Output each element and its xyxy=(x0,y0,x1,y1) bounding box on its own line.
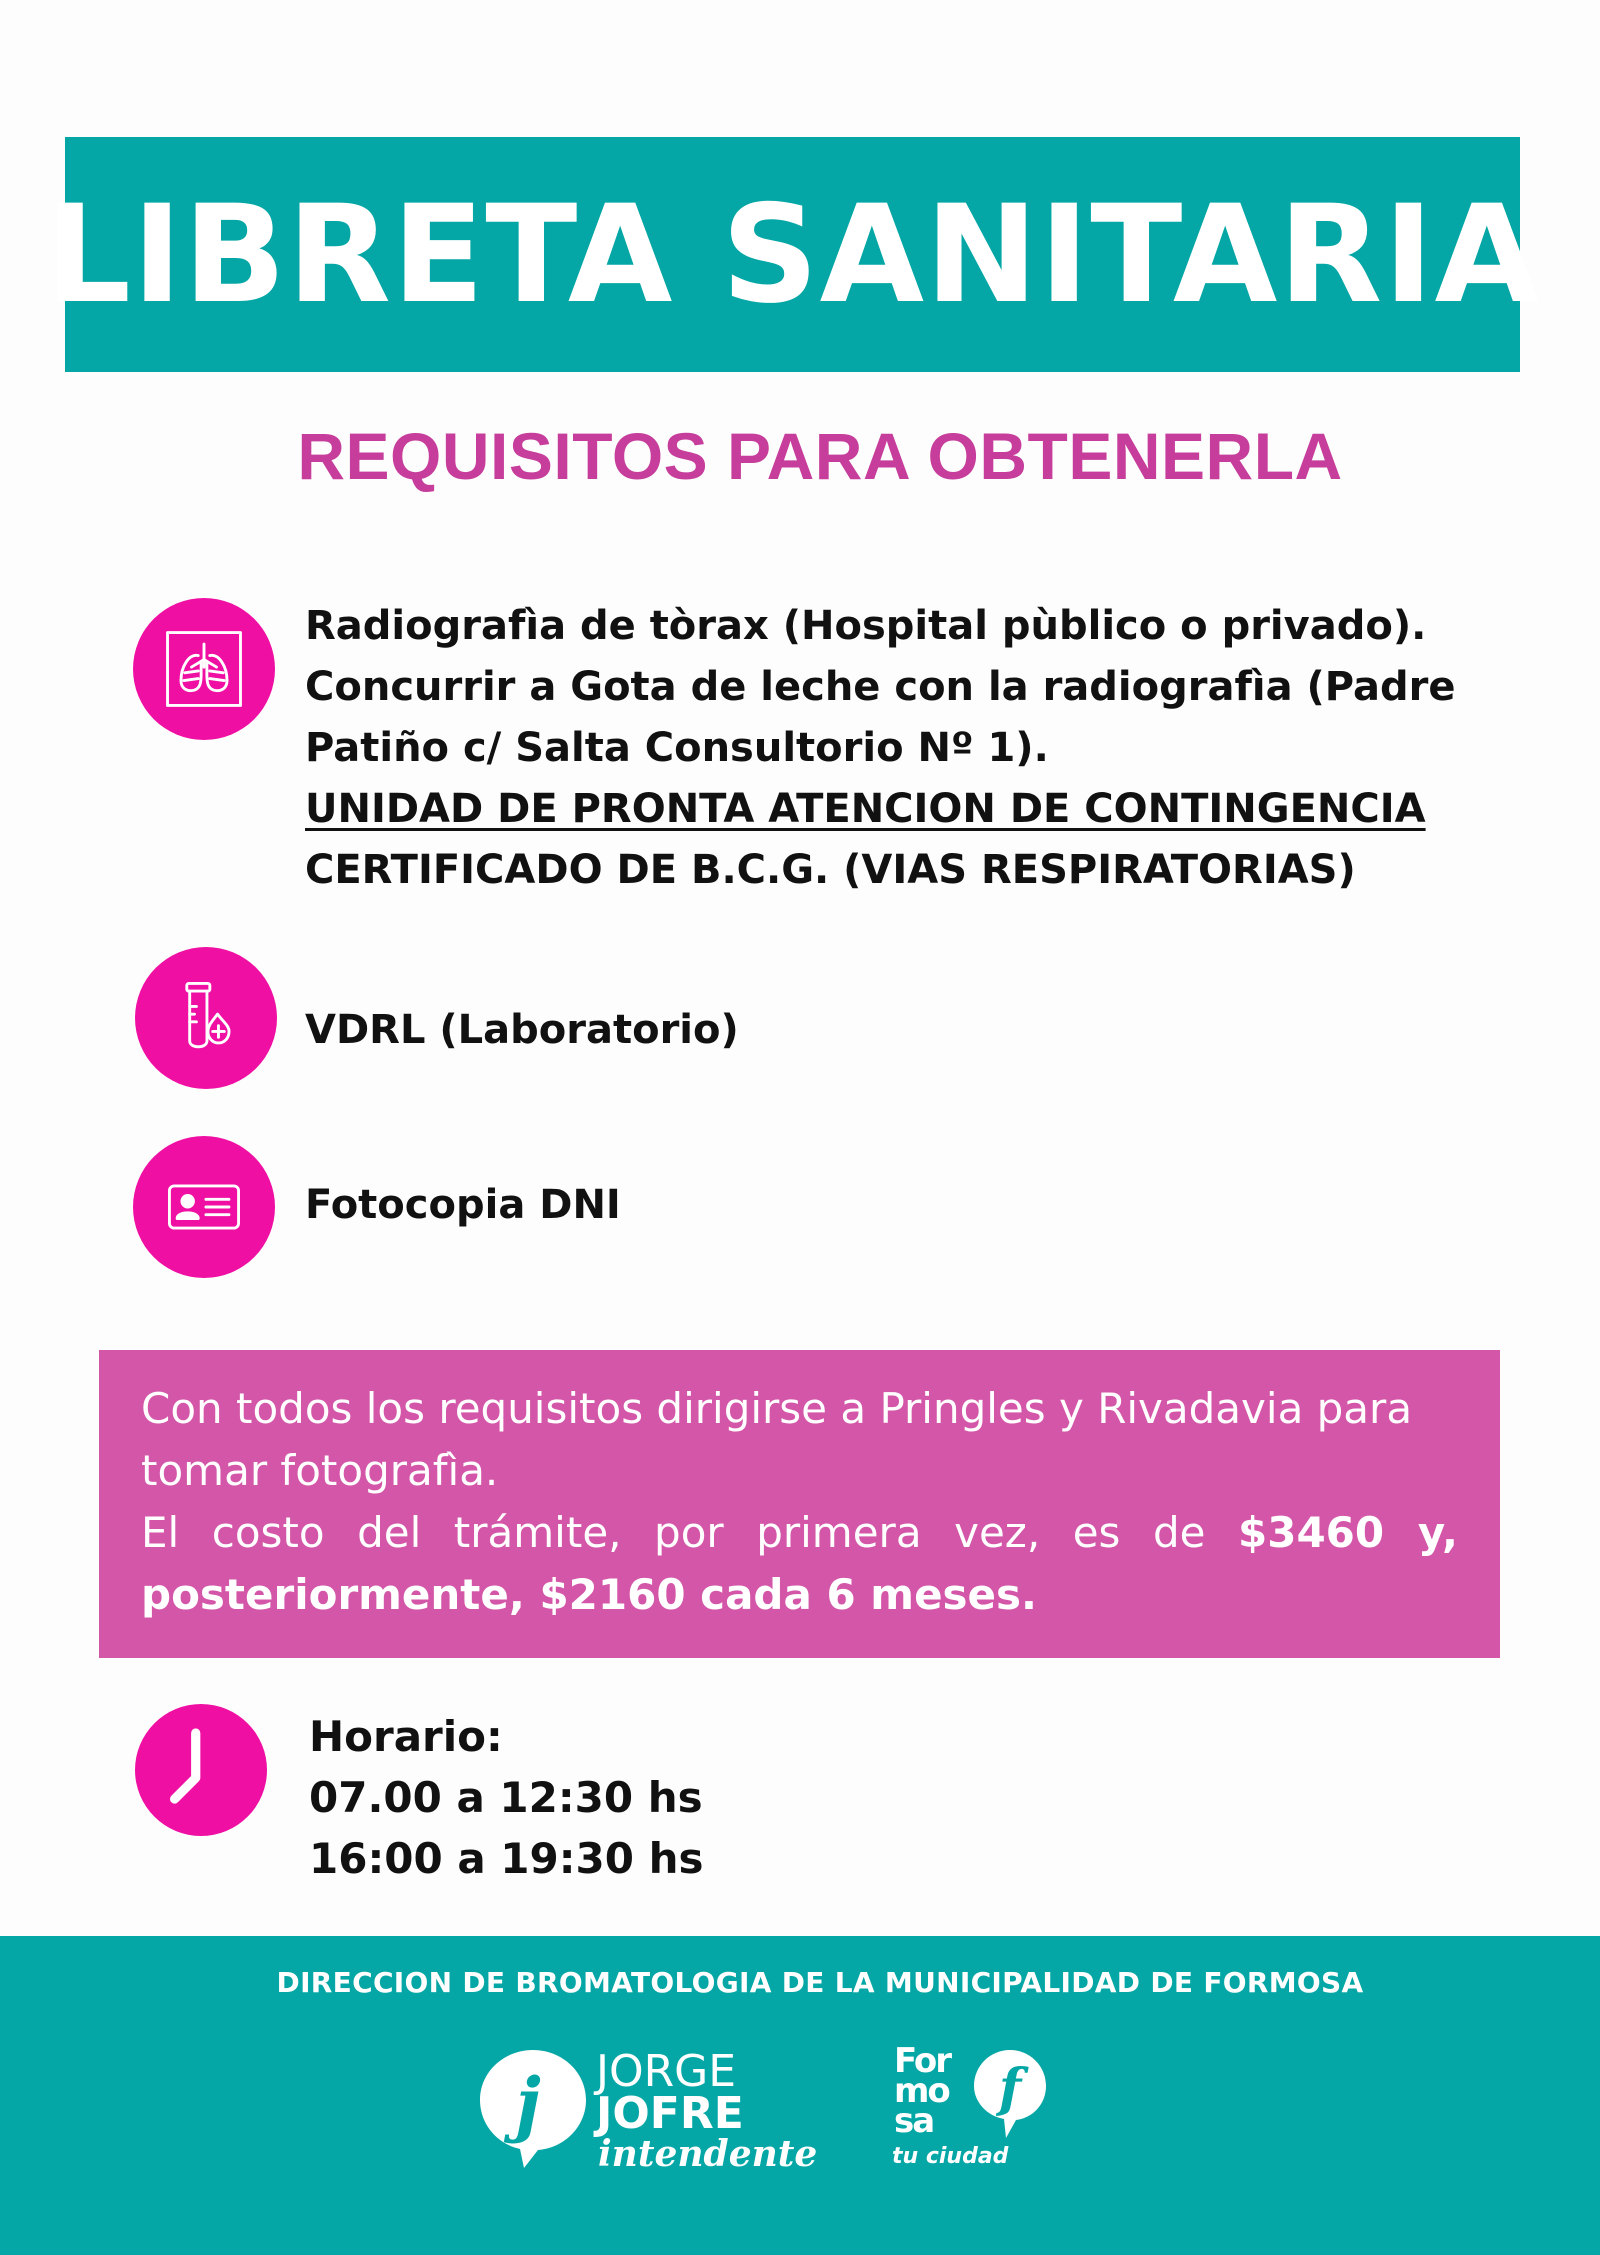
speech-bubble-icon xyxy=(476,2044,591,2169)
logo-name-last: JOFRE xyxy=(596,2088,744,2139)
clock-icon xyxy=(135,1704,267,1836)
lungs-xray-icon xyxy=(133,598,275,740)
requirement-line: Concurrir a Gota de leche con la radiografìa (Padre xyxy=(305,664,1456,710)
requirement-vdrl xyxy=(305,1000,739,1061)
schedule-slot: 07.00 a 12:30 hs xyxy=(309,1773,703,1822)
requirement-xray xyxy=(305,596,1456,901)
logo-tagline: tu ciudad xyxy=(892,2144,1009,2169)
schedule xyxy=(309,1706,704,1889)
schedule-label: Horario: xyxy=(309,1712,503,1761)
logo-letter: j xyxy=(515,2062,541,2145)
info-cost-renewal: posteriormente, $2160 cada 6 meses. xyxy=(141,1570,1037,1619)
info-line: Con todos los requisitos dirigirse a Pringles y Rivadavia para xyxy=(141,1384,1413,1433)
requirement-line: VDRL (Laboratorio) xyxy=(305,1007,739,1053)
info-cost-text: El costo del trámite, por primera vez, es de xyxy=(141,1508,1206,1557)
title-banner xyxy=(44,137,1541,372)
requirement-line: UNIDAD DE PRONTA ATENCION DE CONTINGENCIA xyxy=(305,786,1426,832)
logo-letter: f xyxy=(998,2058,1022,2119)
jorge-jofre-logo xyxy=(476,2044,818,2175)
info-cost-line xyxy=(141,1502,1458,1564)
logo-name-first: JORGE xyxy=(596,2046,737,2097)
footer xyxy=(0,1936,1600,2255)
logo-role: intendente xyxy=(598,2133,818,2175)
requirement-line: Patiño c/ Salta Consultorio Nº 1). xyxy=(305,725,1049,771)
speech-bubble-icon xyxy=(970,2046,1050,2142)
logo-formosa-line: For xyxy=(894,2041,950,2081)
requirement-dni xyxy=(305,1175,621,1236)
id-card-icon xyxy=(133,1136,275,1278)
info-cost-line xyxy=(141,1564,1458,1626)
logo-formosa-line: sa xyxy=(894,2101,934,2141)
schedule-slot: 16:00 a 19:30 hs xyxy=(309,1834,704,1883)
requirement-line: Fotocopia DNI xyxy=(305,1182,621,1228)
logo-formosa-line: mo xyxy=(894,2071,949,2111)
page-title: LIBRETA SANITARIA xyxy=(44,176,1541,333)
formosa-logo xyxy=(890,2041,1070,2174)
requirement-line: Radiografìa de tòrax (Hospital pùblico o privado). xyxy=(305,603,1427,649)
info-cost-first: $3460 y, xyxy=(1238,1508,1458,1557)
info-line: tomar fotografìa. xyxy=(141,1446,499,1495)
requirement-line: CERTIFICADO DE B.C.G. (VIAS RESPIRATORIAS) xyxy=(305,847,1356,893)
page-subtitle: REQUISITOS PARA OBTENERLA xyxy=(297,419,1343,493)
test-tube-icon xyxy=(135,947,277,1089)
footer-text: DIRECCION DE BROMATOLOGIA DE LA MUNICIPALIDAD DE FORMOSA xyxy=(276,1966,1364,1999)
info-box xyxy=(99,1350,1500,1658)
